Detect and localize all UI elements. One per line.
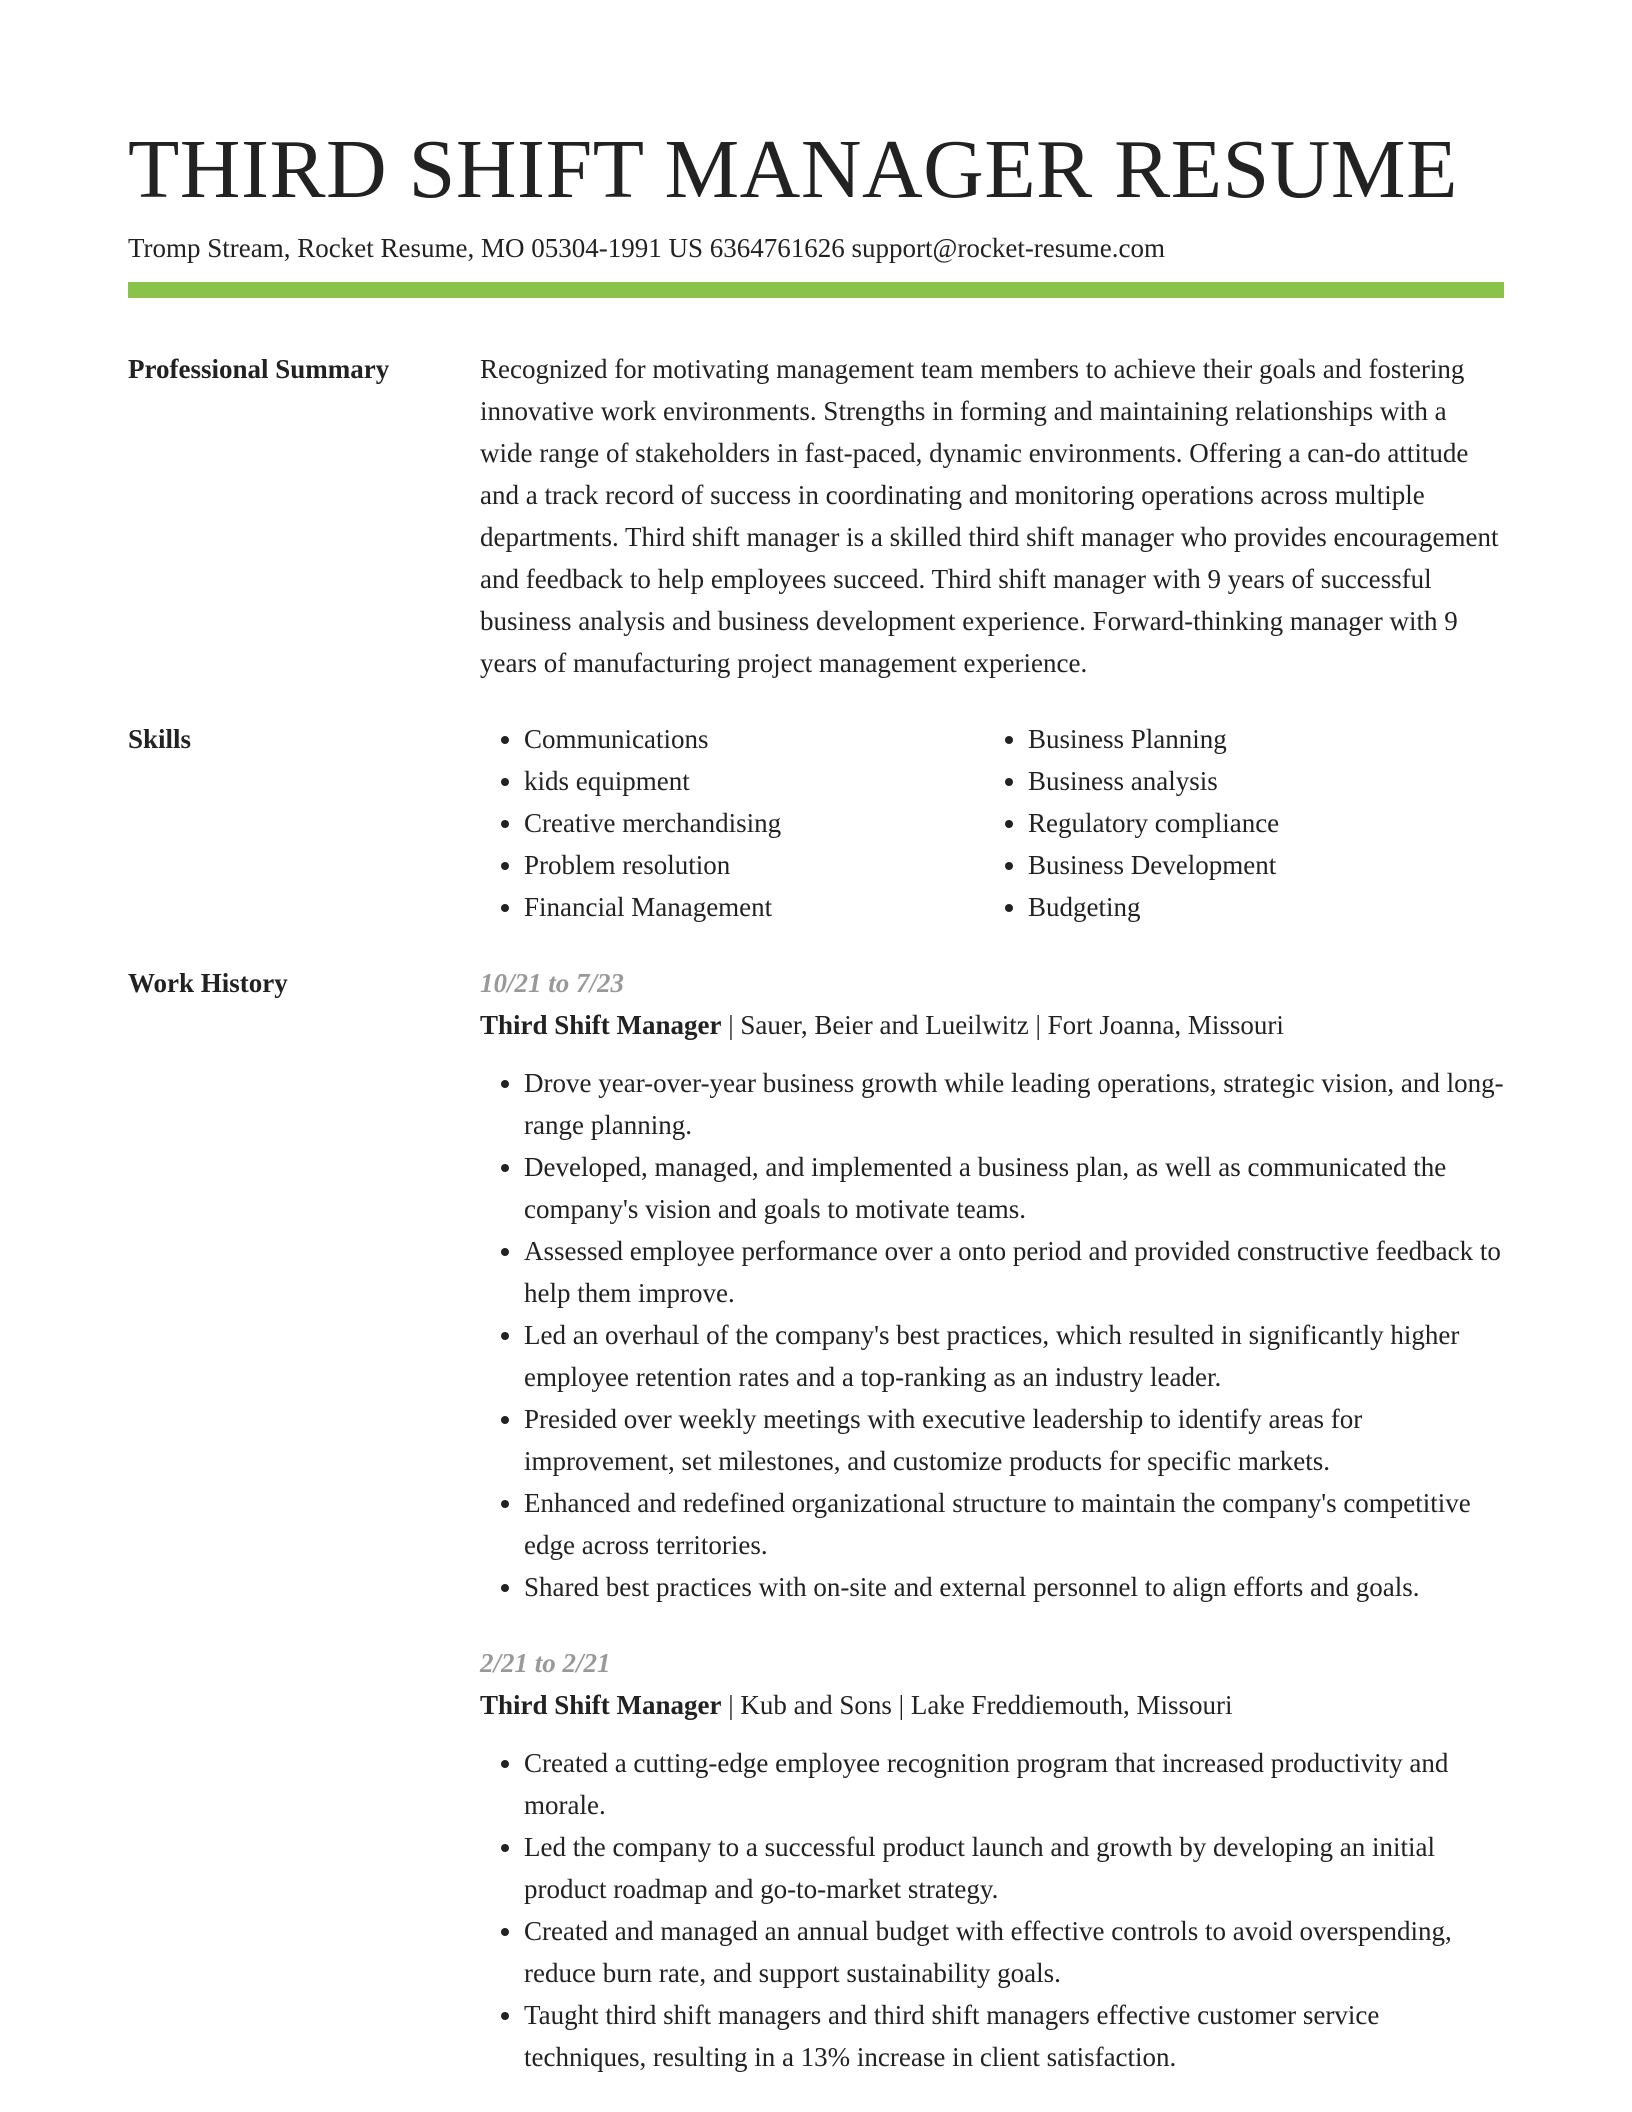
job-entry [480,962,1504,1608]
job-bullet: • Assessed employee performance over a onto period and provided constructive feedback to help them improve. [524,1230,1504,1314]
skill-item: • Financial Management [524,886,984,928]
job-details: | Sauer, Beier and Lueilwitz | Fort Joanna, Missouri [721,1010,1284,1040]
skill-item: • kids equipment [524,760,984,802]
skill-item: • Communications [524,718,984,760]
job-bullet: • Taught third shift managers and third shift managers effective customer service techniques, resulting in a 13% increase in client satisfaction. [524,1994,1504,2078]
job-heading [480,1684,1504,1726]
skill-item: • Business Planning [1028,718,1488,760]
summary-text: Recognized for motivating management team members to achieve their goals and fostering innovative work environments. Strengths in forming and maintaining relationships with a wide range of stakeholders in fast-paced, dynamic environments. Offering a can-do attitude and a track record of success in coordinating and monitoring operations across multiple departments. Third shift manager is a skilled third shift manager who provides encouragement and feedback to help employees succeed. Third shift manager with 9 years of successful business analysis and business development experience. Forward-thinking manager with 9 years of manufacturing project management experience. [480,354,1499,678]
job-bullet: • Developed, managed, and implemented a business plan, as well as communicated the company's vision and goals to motivate teams. [524,1146,1504,1230]
job-entry [480,1642,1504,2078]
job-dates: 10/21 to 7/23 [480,968,625,998]
summary-section [128,348,1504,684]
skills-heading: Skills [128,724,192,754]
job-bullet: • Led the company to a successful product launch and growth by developing an initial product roadmap and go-to-market strategy. [524,1826,1504,1910]
job-bullet: • Led an overhaul of the company's best practices, which resulted in significantly higher employee retention rates and a top-ranking as an industry leader. [524,1314,1504,1398]
job-title: Third Shift Manager [480,1010,722,1040]
contact-line: Tromp Stream, Rocket Resume, MO 05304-1991 US 6364761626 support@rocket-resume.com [128,233,1166,263]
skill-item: • Budgeting [1028,886,1488,928]
summary-heading: Professional Summary [128,354,390,384]
skill-item: • Business Development [1028,844,1488,886]
job-bullet: • Drove year-over-year business growth while leading operations, strategic vision, and long-range planning. [524,1062,1504,1146]
job-heading [480,1004,1504,1046]
job-bullet: • Created and managed an annual budget with effective controls to avoid overspending, reduce burn rate, and support sustainability goals. [524,1910,1504,1994]
job-bullets [480,1062,1504,1608]
skills-section [128,718,1504,928]
job-title: Third Shift Manager [480,1690,722,1720]
skill-item: • Business analysis [1028,760,1488,802]
accent-divider [128,282,1504,298]
skills-list-left [480,718,984,928]
job-bullet: • Enhanced and redefined organizational structure to maintain the company's competitive edge across territories. [524,1482,1504,1566]
job-bullet: • Presided over weekly meetings with executive leadership to identify areas for improvement, set milestones, and customize products for specific markets. [524,1398,1504,1482]
job-bullets [480,1742,1504,2078]
job-details: | Kub and Sons | Lake Freddiemouth, Missouri [721,1690,1233,1720]
resume-title: THIRD SHIFT MANAGER RESUME [128,123,1458,216]
job-bullet: • Created a cutting-edge employee recognition program that increased productivity and morale. [524,1742,1504,1826]
work-history-section [128,962,1504,2112]
resume-page [128,0,1504,2112]
skill-item: • Regulatory compliance [1028,802,1488,844]
skill-item: • Problem resolution [524,844,984,886]
job-dates: 2/21 to 2/21 [480,1648,611,1678]
work-history-heading: Work History [128,968,288,998]
skill-item: • Creative merchandising [524,802,984,844]
job-bullet: • Shared best practices with on-site and external personnel to align efforts and goals. [524,1566,1504,1608]
skills-list-right [984,718,1488,928]
